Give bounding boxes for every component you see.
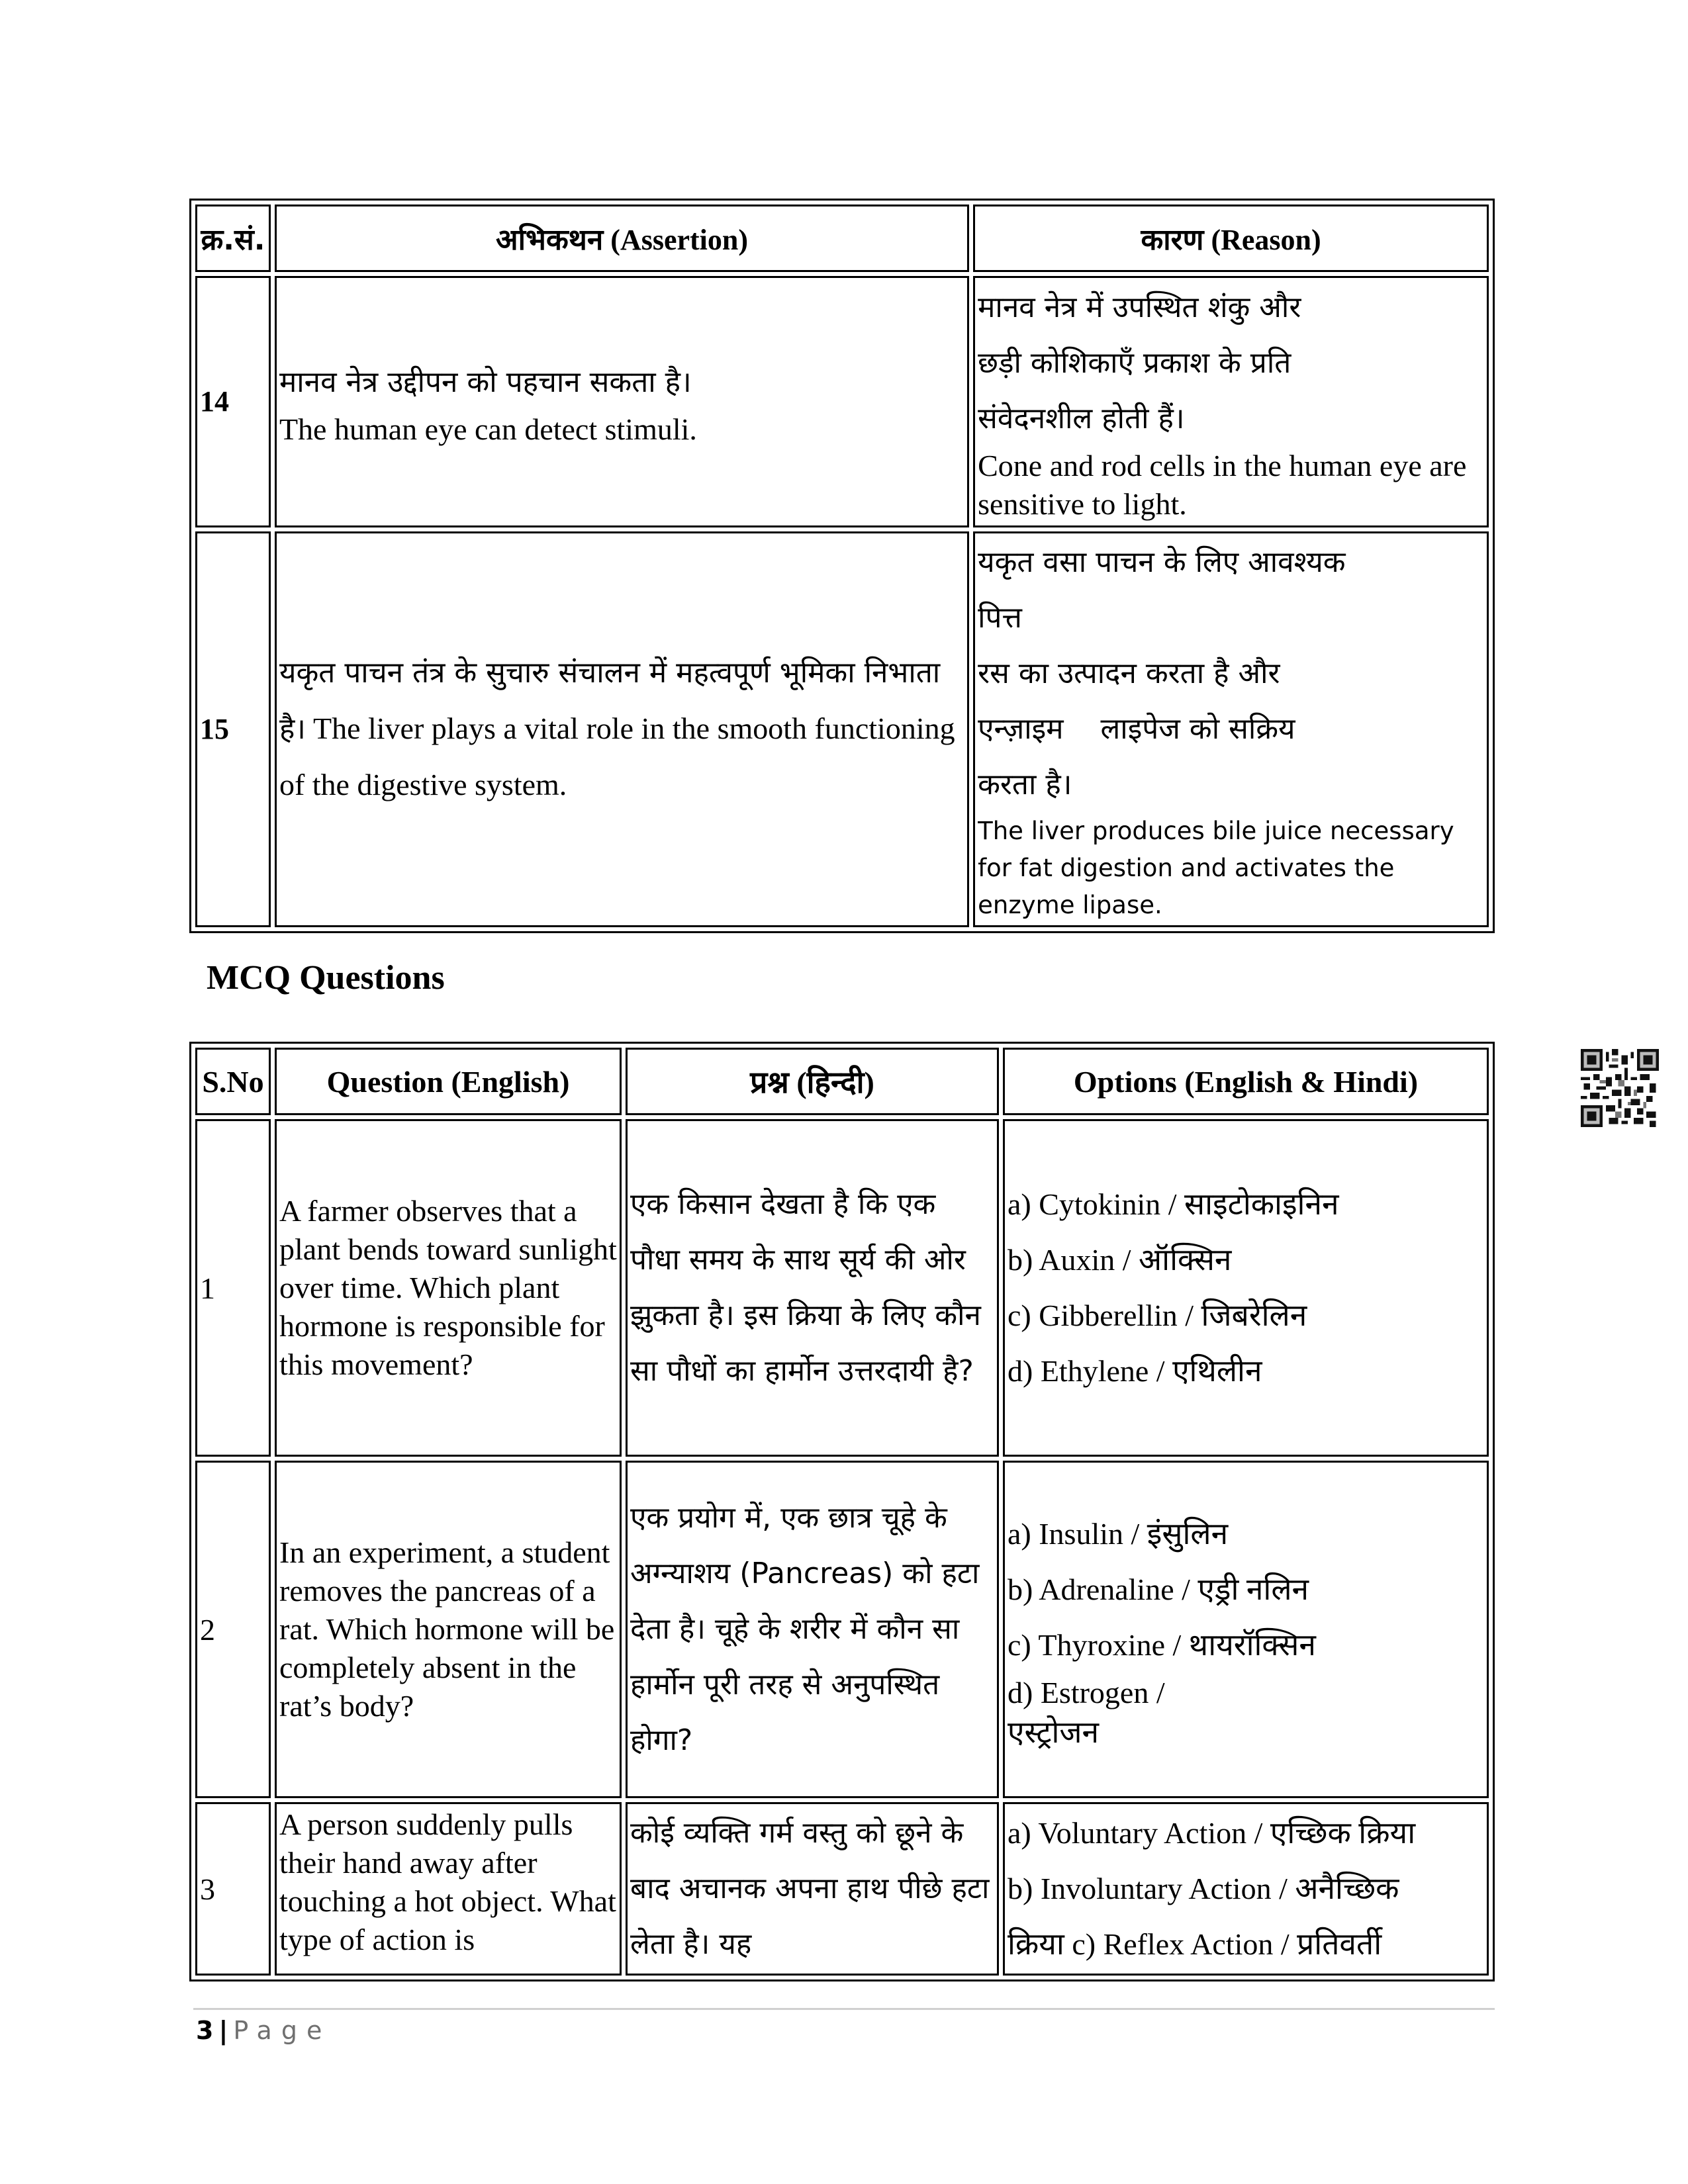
assertion-hindi: यकृत पाचन तंत्र के सुचारु संचालन में महत्वपूर्ण भूमिका निभाता है। xyxy=(279,656,941,746)
reason-hindi-line: संवेदनशील होती हैं। xyxy=(978,402,1185,435)
option-d: d) Estrogen / xyxy=(1008,1676,1165,1709)
question-english: In an experiment, a student removes the pancreas of a rat. Which hormone will be completely absent in the rat’s body? xyxy=(275,1461,622,1798)
assertion-english: The human eye can detect stimuli. xyxy=(279,412,697,446)
options-cell xyxy=(1003,1119,1489,1457)
assertion-cell xyxy=(275,276,969,527)
question-hindi: एक किसान देखता है कि एक पौधा समय के साथ सूर्य की ओर झुकता है। इस क्रिया के लिए कौन सा पौधों का हार्मोन उत्तरदायी है? xyxy=(626,1119,999,1457)
option-b: b) Auxin / ऑक्सिन xyxy=(1008,1243,1232,1277)
table-row xyxy=(195,276,1489,527)
reason-cell xyxy=(973,276,1489,527)
option-a: a) Voluntary Action / एच्छिक क्रिया xyxy=(1008,1816,1416,1850)
reason-english: The liver produces bile juice necessary for fat digestion and activates the enzyme lipase. xyxy=(978,817,1454,919)
footer-divider xyxy=(193,2008,1495,2010)
option-a: a) Insulin / इंसुलिन xyxy=(1008,1517,1229,1551)
header-serial: क्र.सं. xyxy=(195,205,271,272)
assertion-reason-table xyxy=(189,199,1495,933)
question-english: A person suddenly pulls their hand away after touching a hot object. What type of action is xyxy=(275,1802,622,1976)
reason-english: Cone and rod cells in the human eye are sensitive to light. xyxy=(978,449,1467,521)
table-header-row xyxy=(195,1048,1489,1115)
header-question-english: Question (English) xyxy=(275,1048,622,1115)
row-serial: 1 xyxy=(195,1119,271,1457)
footer-separator: | xyxy=(218,2016,228,2045)
qr-code-icon xyxy=(1581,1049,1659,1127)
option-c: c) Gibberellin / जिबरेलिन xyxy=(1008,1298,1307,1332)
options-cell xyxy=(1003,1802,1489,1976)
question-hindi: एक प्रयोग में, एक छात्र चूहे के अग्न्याशय (Pancreas) को हटा देता है। चूहे के शरीर में कौन सा हार्मोन पूरी तरह से अनुपस्थित होगा? xyxy=(626,1461,999,1798)
option-c: क्रिया c) Reflex Action / प्रतिवर्ती xyxy=(1008,1927,1382,1961)
table-row xyxy=(195,531,1489,927)
row-serial: 15 xyxy=(195,531,271,927)
reason-hindi-line: छड़ी कोशिकाएँ प्रकाश के प्रति xyxy=(978,346,1291,380)
option-c: c) Thyroxine / थायरॉक्सिन xyxy=(1008,1628,1316,1662)
assertion-hindi: मानव नेत्र उद्दीपन को पहचान सकता है। xyxy=(279,365,692,399)
assertion-cell xyxy=(275,531,969,927)
options-cell xyxy=(1003,1461,1489,1798)
reason-hindi-line: करता है। xyxy=(978,768,1072,801)
table-row xyxy=(195,1461,1489,1798)
header-serial: S.No xyxy=(195,1048,271,1115)
section-title-mcq: MCQ Questions xyxy=(207,959,445,997)
page-label: Page xyxy=(233,2016,332,2045)
question-hindi: कोई व्यक्ति गर्म वस्तु को छूने के बाद अचानक अपना हाथ पीछे हटा लेता है। यह xyxy=(626,1802,999,1976)
reason-cell xyxy=(973,531,1489,927)
assertion-english: The liver plays a vital role in the smooth functioning of the digestive system. xyxy=(279,711,955,801)
reason-hindi-line: मानव नेत्र में उपस्थित शंकु और xyxy=(978,291,1301,324)
table-header-row xyxy=(195,205,1489,272)
table-row xyxy=(195,1802,1489,1976)
reason-hindi-line: एन्ज़ाइम लाइपेज को सक्रिय xyxy=(978,712,1295,746)
header-reason: कारण (Reason) xyxy=(973,205,1489,272)
header-options: Options (English & Hindi) xyxy=(1003,1048,1489,1115)
row-serial: 3 xyxy=(195,1802,271,1976)
header-assertion: अभिकथन (Assertion) xyxy=(275,205,969,272)
mcq-table xyxy=(189,1042,1495,1981)
option-a: a) Cytokinin / साइटोकाइनिन xyxy=(1008,1187,1339,1221)
page-footer xyxy=(196,2016,331,2045)
row-serial: 2 xyxy=(195,1461,271,1798)
page-number: 3 xyxy=(196,2016,214,2045)
option-d-hindi: एस्ट्रोजन xyxy=(1008,1715,1100,1749)
question-english: A farmer observes that a plant bends toward sunlight over time. Which plant hormone is responsible for this movement? xyxy=(275,1119,622,1457)
row-serial: 14 xyxy=(195,276,271,527)
option-b: b) Involuntary Action / अनैच्छिक xyxy=(1008,1872,1399,1905)
option-d: d) Ethylene / एथिलीन xyxy=(1008,1354,1262,1388)
header-question-hindi: प्रश्न (हिन्दी) xyxy=(626,1048,999,1115)
reason-hindi-line: यकृत वसा पाचन के लिए आवश्यक xyxy=(978,545,1346,579)
reason-hindi-line: पित्त xyxy=(978,601,1022,635)
table-row xyxy=(195,1119,1489,1457)
option-b: b) Adrenaline / एड्री नलिन xyxy=(1008,1572,1309,1606)
reason-hindi-line: रस का उत्पादन करता है और xyxy=(978,657,1280,690)
